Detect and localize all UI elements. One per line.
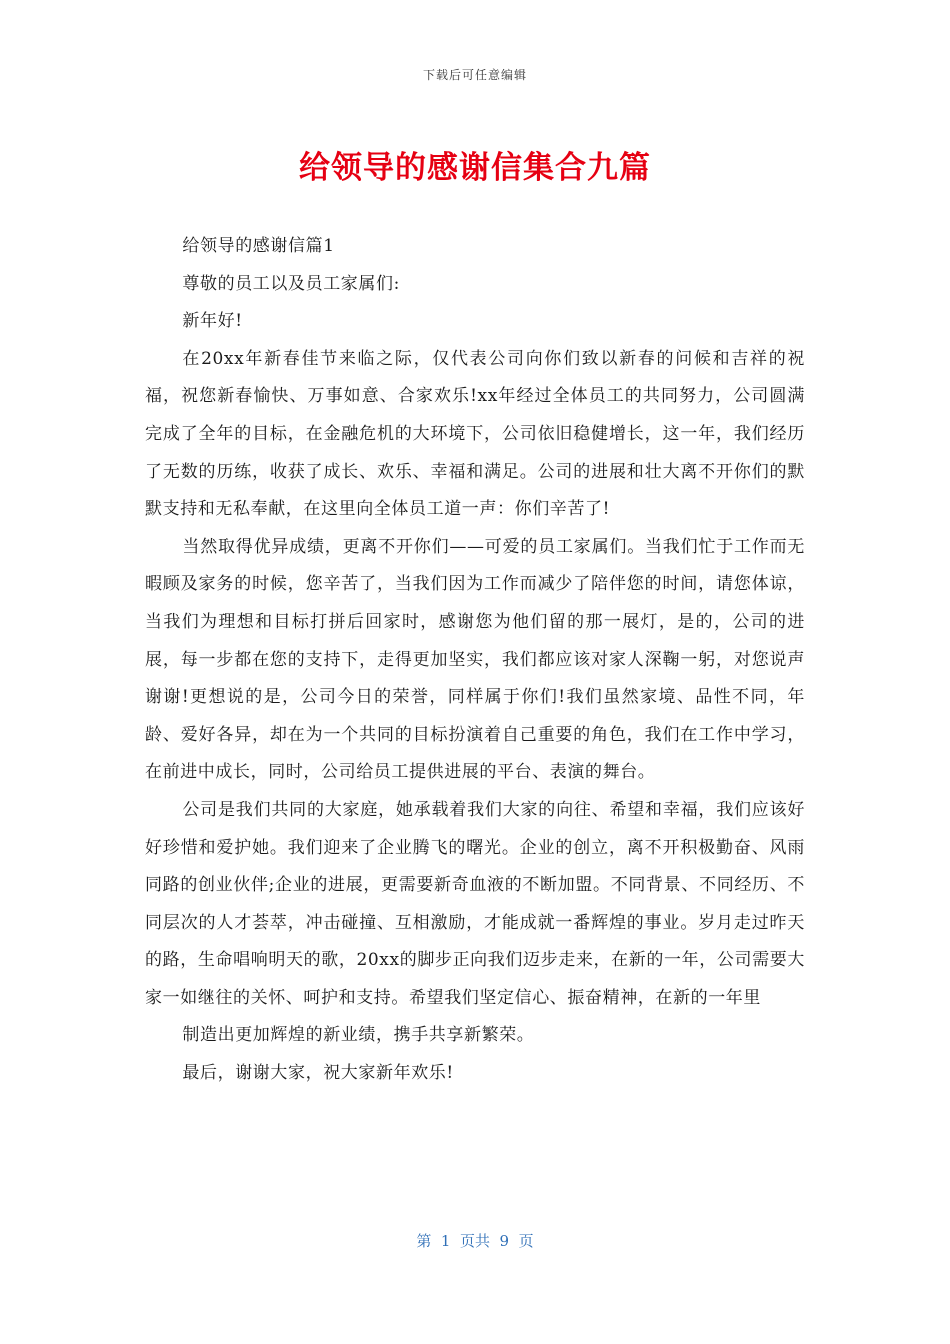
- body-paragraph: 当然取得优异成绩，更离不开你们——可爱的员工家属们。当我们忙于工作而无暇顾及家务的时候，您辛苦了，当我们因为工作而减少了陪伴您的时间，请您体谅，当我们为理想和目标打拼后回家时，感谢您为他们留的那一展灯，是的，公司的进展，每一步都在您的支持下，走得更加坚实，我们都应该对家人深鞠一躬，对您说声谢谢!更想说的是，公司今日的荣誉，同样属于你们!我们虽然家境、品性不同，年龄、爱好各异，却在为一个共同的目标扮演着自己重要的角色，我们在工作中学习，在前进中成长，同时，公司给员工提供进展的平台、表演的舞台。: [145, 536, 805, 783]
- greeting: 新年好!: [182, 311, 243, 332]
- page-header-note: 下载后可任意编辑: [422, 68, 527, 82]
- page-number: 第 1 页共 9 页: [416, 1232, 534, 1250]
- document-body: [145, 228, 805, 1093]
- body-paragraph: 公司是我们共同的大家庭，她承载着我们大家的向往、希望和幸福，我们应该好好珍惜和爱护她。我们迎来了企业腾飞的曙光。企业的创立，离不开积极勤奋、风雨同路的创业伙伴;企业的进展，更需要新奇血液的不断加盟。不同背景、不同经历、不同层次的人才荟萃，冲击碰撞、互相激励，才能成就一番辉煌的事业。岁月走过昨天的路，生命唱响明天的歌，20xx的脚步正向我们迈步走来，在新的一年，公司需要大家一如继往的关怀、呵护和支持。希望我们坚定信心、振奋精神，在新的一年里: [145, 799, 805, 1008]
- salutation: 尊敬的员工以及员工家属们:: [182, 273, 400, 294]
- body-paragraph: 在20xx年新春佳节来临之际，仅代表公司向你们致以新春的问候和吉祥的祝福，祝您新春愉快、万事如意、合家欢乐!xx年经过全体员工的共同努力，公司圆满完成了全年的目标，在金融危机的大环境下，公司依旧稳健增长，这一年，我们经历了无数的历练，收获了成长、欢乐、幸福和满足。公司的进展和壮大离不开你们的默默支持和无私奉献，在这里向全体员工道一声：你们辛苦了!: [145, 348, 805, 520]
- section-heading: 给领导的感谢信篇1: [182, 236, 335, 256]
- body-paragraph: 制造出更加辉煌的新业绩，携手共享新繁荣。: [182, 1025, 535, 1046]
- document-title: 给领导的感谢信集合九篇: [299, 150, 651, 186]
- closing-paragraph: 最后，谢谢大家，祝大家新年欢乐!: [182, 1063, 454, 1084]
